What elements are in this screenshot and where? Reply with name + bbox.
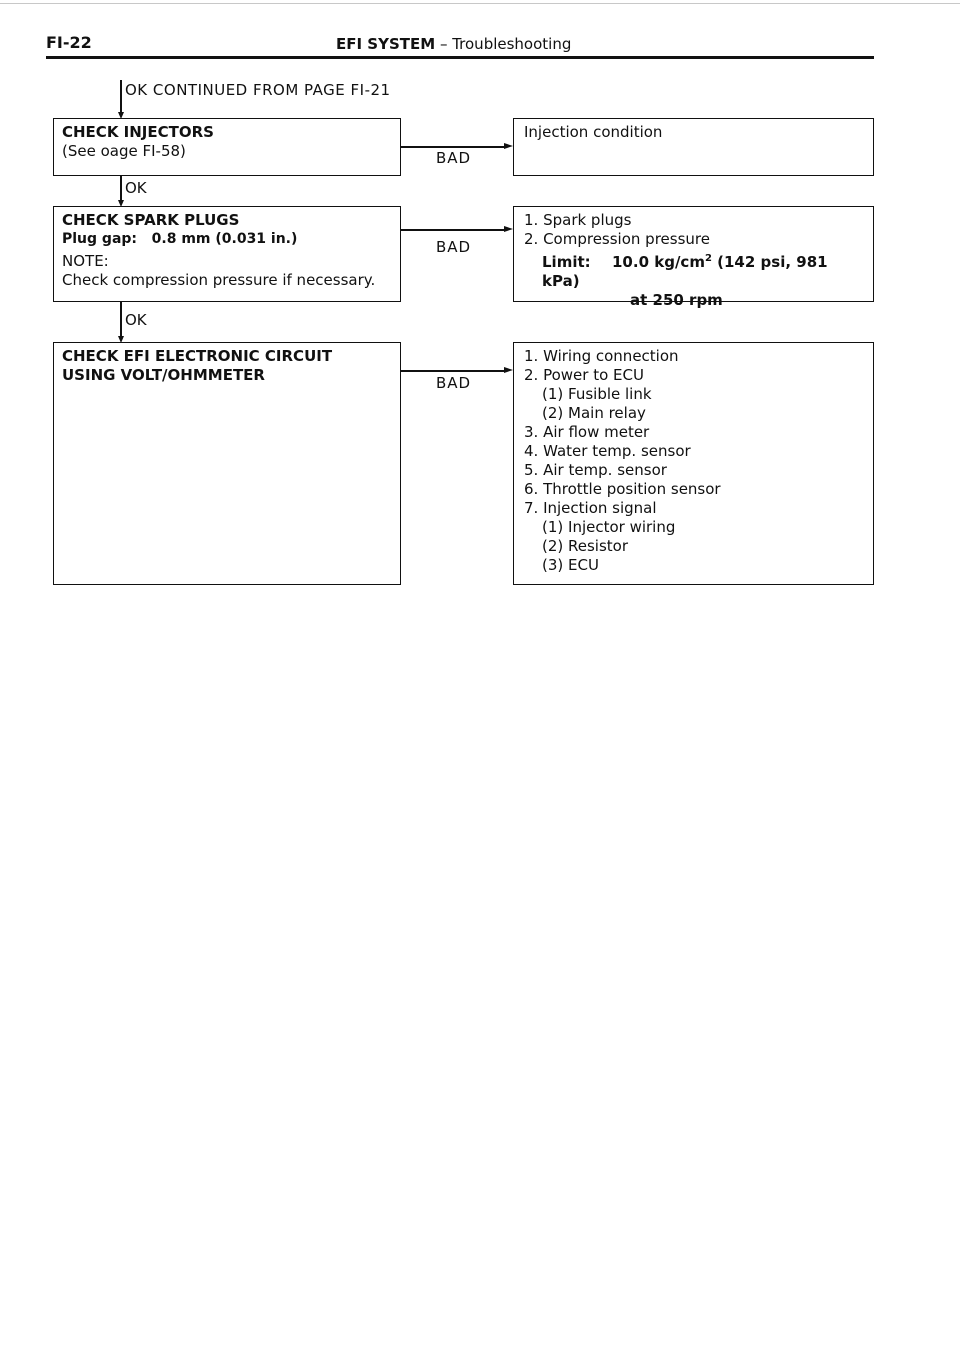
page-title-rest: – Troubleshooting — [435, 35, 572, 53]
scan-top-edge — [0, 3, 960, 4]
check-injectors-title: CHECK INJECTORS — [62, 123, 214, 141]
arrow-right-icon — [504, 226, 513, 232]
limit-line — [524, 249, 865, 291]
result-item: 3. Air flow meter — [524, 423, 650, 441]
flow-connector — [120, 80, 122, 114]
flow-connector — [120, 302, 122, 338]
result-subitem: (1) Injector wiring — [542, 518, 676, 536]
page-title-bold: EFI SYSTEM — [336, 35, 436, 53]
bad-connector — [401, 370, 505, 372]
result-item: 7. Injection signal — [524, 499, 657, 517]
injection-condition-box — [513, 118, 874, 176]
result-item: 6. Throttle position sensor — [524, 480, 721, 498]
ok-label: OK — [125, 179, 147, 197]
result-item: 2. Power to ECU — [524, 366, 644, 384]
header-rule — [46, 56, 874, 59]
limit-value-b: (142 psi, 981 kPa) — [542, 253, 828, 290]
check-injectors-ref: (See oage FI-58) — [62, 142, 186, 160]
efi-circuit-results-box — [513, 342, 874, 585]
page-title — [336, 35, 571, 53]
injection-condition-text: Injection condition — [524, 123, 663, 141]
page-number: FI-22 — [46, 33, 92, 52]
spark-plugs-results-box — [513, 206, 874, 309]
ok-label: OK — [125, 311, 147, 329]
result-item: 4. Water temp. sensor — [524, 442, 691, 460]
plug-gap-label: Plug gap: — [62, 231, 138, 247]
flow-connector — [120, 176, 122, 202]
check-injectors-box — [53, 118, 401, 176]
result-subitem: (2) Resistor — [542, 537, 629, 555]
check-efi-circuit-title-1: CHECK EFI ELECTRONIC CIRCUIT — [62, 347, 333, 365]
arrow-right-icon — [504, 143, 513, 149]
arrow-right-icon — [504, 367, 513, 373]
result-item: 5. Air temp. sensor — [524, 461, 667, 479]
limit-rpm: at 250 rpm — [630, 291, 723, 309]
limit-label: Limit: — [542, 253, 591, 271]
note-label: NOTE: — [62, 252, 109, 270]
bad-label: BAD — [436, 374, 472, 392]
result-subitem: (2) Main relay — [542, 404, 646, 422]
check-efi-circuit-title-2: USING VOLT/OHMMETER — [62, 366, 265, 384]
plug-gap-value: 0.8 mm (0.031 in.) — [151, 231, 298, 247]
limit-sup: 2 — [704, 253, 712, 264]
result-subitem: (3) ECU — [542, 556, 599, 574]
continued-label: OK CONTINUED FROM PAGE FI-21 — [125, 81, 391, 99]
note-text: Check compression pressure if necessary. — [62, 271, 376, 289]
result-subitem: (1) Fusible link — [542, 385, 652, 403]
plug-gap-line — [62, 230, 392, 249]
limit-value-a: 10.0 kg/cm — [612, 253, 705, 271]
check-spark-plugs-title: CHECK SPARK PLUGS — [62, 211, 240, 229]
bad-connector — [401, 229, 505, 231]
result-item: 1. Wiring connection — [524, 347, 679, 365]
bad-connector — [401, 146, 505, 148]
check-spark-plugs-box — [53, 206, 401, 302]
result-compression: 2. Compression pressure — [524, 230, 710, 248]
bad-label: BAD — [436, 149, 472, 167]
bad-label: BAD — [436, 238, 472, 256]
result-spark-plugs: 1. Spark plugs — [524, 211, 632, 229]
check-efi-circuit-box — [53, 342, 401, 585]
